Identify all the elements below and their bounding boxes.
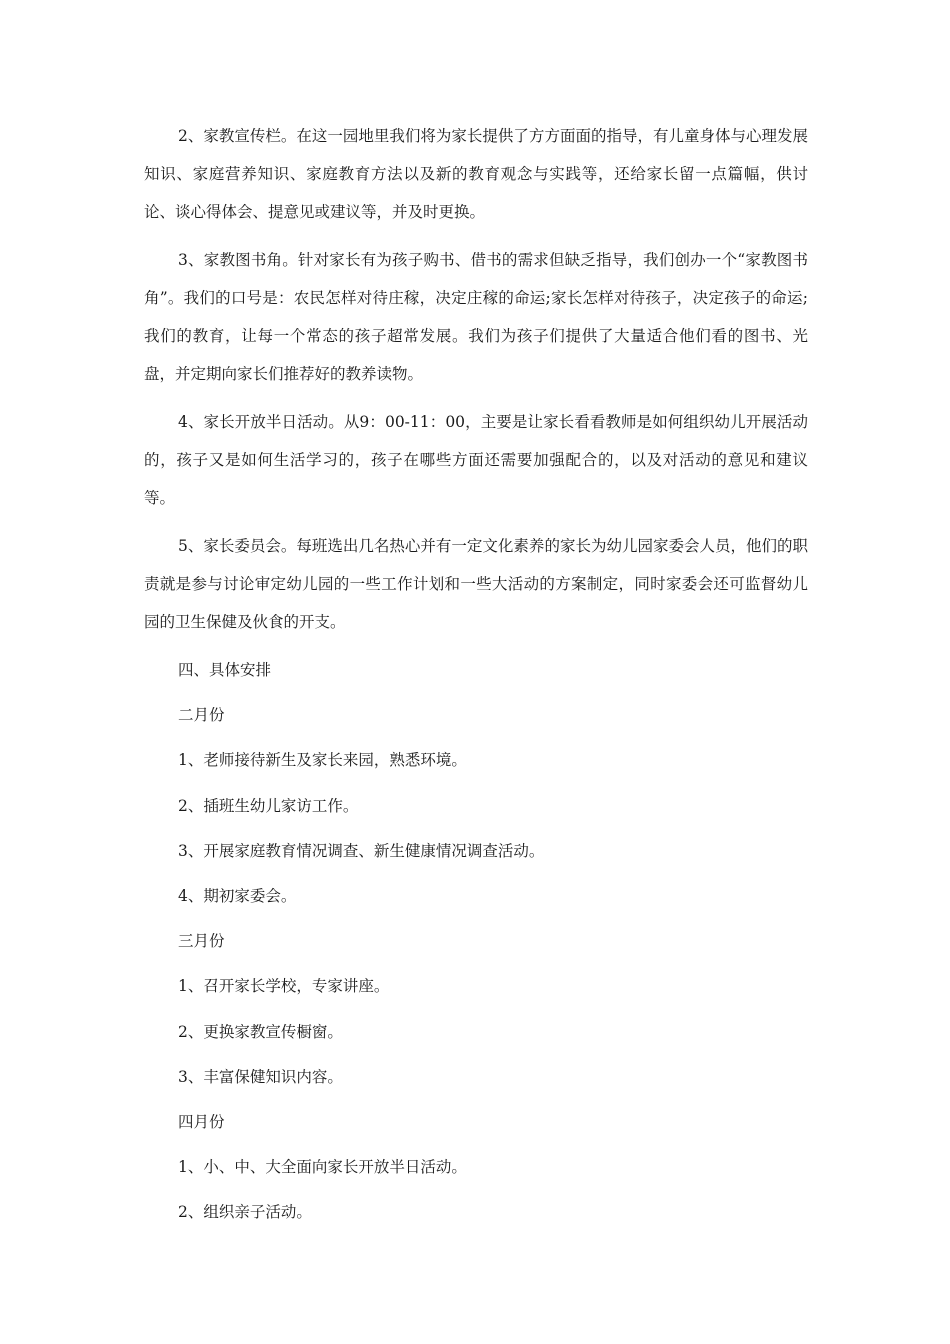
list-item: 2、插班生幼儿家访工作。 bbox=[178, 796, 359, 815]
list-item: 1、召开家长学校，专家讲座。 bbox=[178, 977, 390, 996]
list-item: 4、期初家委会。 bbox=[178, 886, 297, 905]
list-item: 1、小、中、大全面向家长开放半日活动。 bbox=[178, 1158, 467, 1177]
month-title-april: 四月份 bbox=[178, 1112, 225, 1131]
list-item: 3、开展家庭教育情况调查、新生健康情况调查活动。 bbox=[178, 841, 545, 860]
list-item: 3、丰富保健知识内容。 bbox=[178, 1067, 343, 1086]
paragraph-parent-committee: 5、家长委员会。每班选出几名热心并有一定文化素养的家长为幼儿园家委会人员，他们的职责就是参与讨论审定幼儿园的一些工作计划和一些大活动的方案制定，同时家委会还可监督幼儿园的卫生保健及伙食的开支。 bbox=[144, 537, 808, 631]
month-title-february: 二月份 bbox=[178, 706, 225, 725]
paragraph-open-half-day: 4、家长开放半日活动。从9：00-11：00，主要是让家长看看教师是如何组织幼儿开展活动的，孩子又是如何生活学习的，孩子在哪些方面还需要加强配合的，以及对活动的意见和建议等。 bbox=[144, 413, 808, 507]
paragraph-book-corner: 3、家教图书角。针对家长有为孩子购书、借书的需求但缺乏指导，我们创办一个“家教图书角”。我们的口号是：农民怎样对待庄稼，决定庄稼的命运;家长怎样对待孩子，决定孩子的命运;我们的教育，让每一个常态的孩子超常发展。我们为孩子们提供了大量适合他们看的图书、光盘，并定期向家长们推荐好的教养读物。 bbox=[144, 251, 808, 383]
section-heading: 四、具体安排 bbox=[178, 661, 272, 679]
list-item: 1、老师接待新生及家长来园，熟悉环境。 bbox=[178, 751, 467, 770]
list-item: 2、组织亲子活动。 bbox=[178, 1203, 312, 1222]
paragraph-home-education-board: 2、家教宣传栏。在这一园地里我们将为家长提供了方方面面的指导，有儿童身体与心理发展知识、家庭营养知识、家庭教育方法以及新的教育观念与实践等，还给家长留一点篇幅，供讨论、谈心得体会、提意见或建议等，并及时更换。 bbox=[144, 127, 808, 221]
document-body bbox=[144, 117, 808, 1238]
month-title-march: 三月份 bbox=[178, 932, 225, 951]
list-item: 2、更换家教宣传橱窗。 bbox=[178, 1022, 343, 1041]
